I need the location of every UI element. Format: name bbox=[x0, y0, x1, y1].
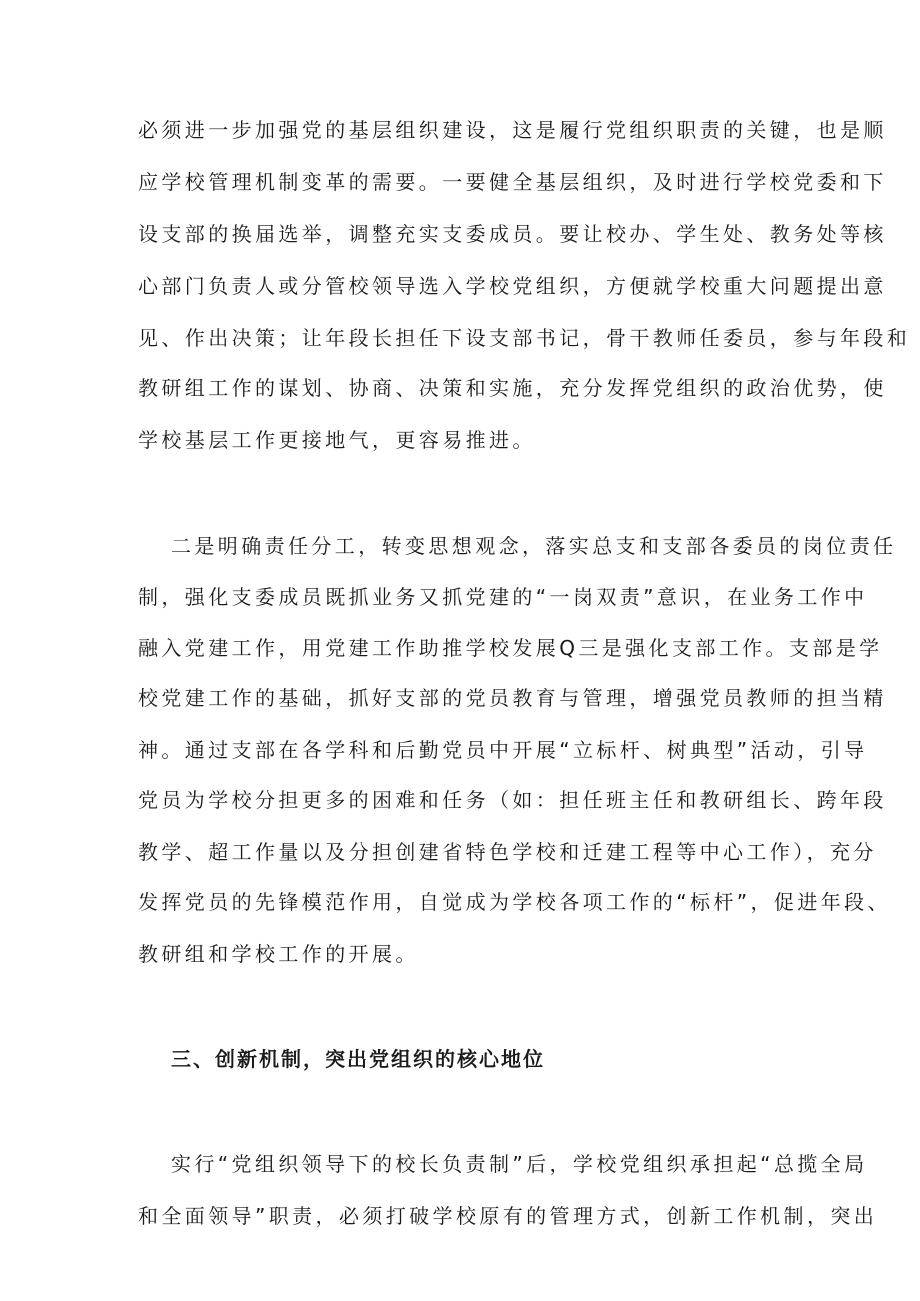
text-line: 融入党建工作，用党建工作助推学校发展Q三是强化支部工作。支部是学 bbox=[138, 636, 883, 660]
text-line: 实行“党组织领导下的校长负责制”后，学校党组织承担起“总揽全局 bbox=[171, 1152, 868, 1176]
text-line: 和全面领导”职责，必须打破学校原有的管理方式，创新工作机制，突出 bbox=[138, 1204, 878, 1228]
text-line: 见、作出决策；让年段长担任下设支部书记，骨干教师任委员，参与年段和 bbox=[138, 326, 911, 350]
text-line: 教研组和学校工作的开展。 bbox=[138, 942, 419, 966]
text-line: 神。通过支部在各学科和后勤党员中开展“立标杆、树典型”活动，引导 bbox=[138, 738, 868, 762]
text-line: 心部门负责人或分管校领导选入学校党组织，方便就学校重大问题提出意 bbox=[138, 274, 887, 298]
text-line: 必须进一步加强党的基层组织建设，这是履行党组织职责的关键，也是顺 bbox=[138, 118, 887, 142]
text-line: 制，强化支委成员既抓业务又抓党建的“一岗双责”意识，在业务工作中 bbox=[138, 585, 868, 609]
text-line: 发挥党员的先锋模范作用，自觉成为学校各项工作的“标杆”，促进年段、 bbox=[138, 890, 891, 914]
text-line: 党员为学校分担更多的困难和任务（如：担任班主任和教研组长、跨年段 bbox=[138, 788, 887, 812]
text-line: 教学、超工作量以及分担创建省特色学校和迁建工程等中心工作），充分 bbox=[138, 840, 877, 864]
section-heading: 三、创新机制，突出党组织的核心地位 bbox=[171, 1047, 545, 1071]
text-line: 学校基层工作更接地气，更容易推进。 bbox=[138, 428, 536, 452]
text-line: 应学校管理机制变革的需要。一要健全基层组织，及时进行学校党委和下 bbox=[138, 170, 887, 194]
text-line: 校党建工作的基础，抓好支部的党员教育与管理，增强党员教师的担当精 bbox=[138, 686, 887, 710]
text-line: 教研组工作的谋划、协商、决策和实施，充分发挥党组织的政治优势，使 bbox=[138, 376, 887, 400]
text-line: 设支部的换届选举，调整充实支委成员。要让校办、学生处、教务处等核 bbox=[138, 222, 887, 246]
text-line: 二是明确责任分工，转变思想观念，落实总支和支部各委员的岗位责任 bbox=[171, 534, 897, 558]
